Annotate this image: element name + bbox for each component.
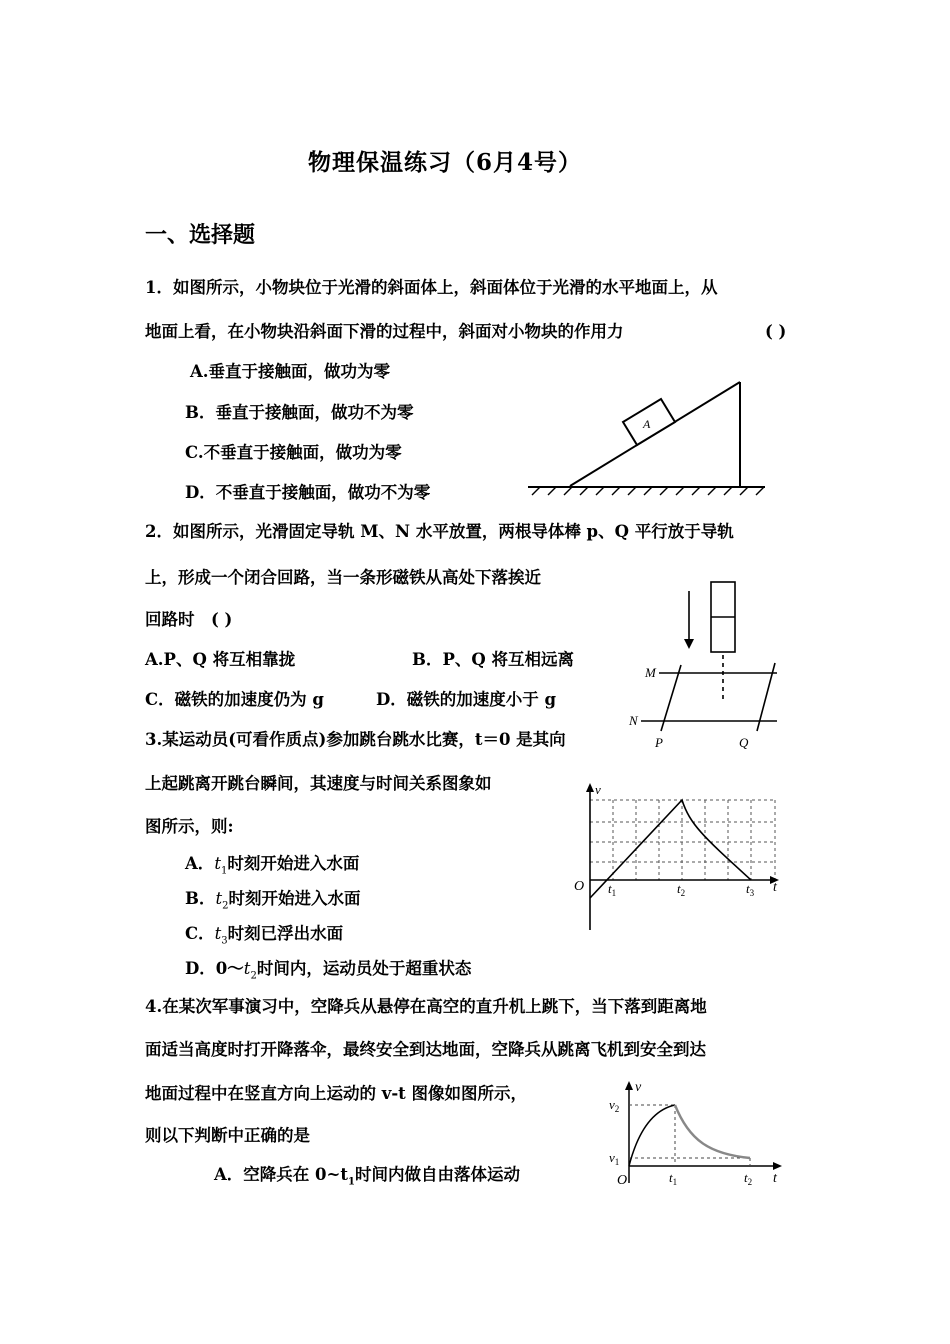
option-letter: B． bbox=[185, 889, 216, 908]
q2-rail-magnet-figure bbox=[625, 575, 795, 755]
q1-answer-bracket: ( ) bbox=[765, 322, 787, 341]
q2-line3: 回路时 ( ) bbox=[145, 610, 233, 629]
rail-label-m: M bbox=[645, 665, 656, 680]
option-text: 时刻已浮出水面 bbox=[227, 924, 344, 943]
time-subscript: 1 bbox=[220, 865, 228, 877]
q3-line3: 图所示，则: bbox=[145, 817, 234, 836]
q3-option-b bbox=[185, 888, 360, 917]
velocity-decay-curve bbox=[675, 1105, 750, 1158]
tick-t2: $t_2$ bbox=[744, 1170, 753, 1187]
option-letter: D．0～ bbox=[185, 959, 244, 978]
time-subscript: 2 bbox=[250, 970, 257, 982]
q4-line2: 面适当高度时打开降落伞，最终安全到达地面，空降兵从跳离飞机到安全到达 bbox=[145, 1040, 706, 1059]
q3-vt-graph bbox=[570, 780, 790, 935]
q2-line2: 上，形成一个闭合回路，当一条形磁铁从高处下落挨近 bbox=[145, 568, 541, 587]
q1-option-d: D．不垂直于接触面，做功不为零 bbox=[185, 483, 431, 502]
q3-option-c bbox=[185, 923, 343, 952]
q2-option-a: A.P、Q 将互相靠拢 bbox=[145, 650, 296, 669]
q4-option-a bbox=[214, 1164, 520, 1193]
time-symbol: t bbox=[214, 924, 222, 943]
q1-option-a: A.垂直于接触面，做功为零 bbox=[190, 362, 391, 381]
axis-label-t: t bbox=[773, 1171, 777, 1186]
option-text-end: 时间内做自由落体运动 bbox=[354, 1165, 520, 1184]
option-text: 时刻开始进入水面 bbox=[228, 889, 361, 908]
axis-label-v: v bbox=[635, 1080, 642, 1095]
q4-line1: 4.在某次军事演习中，空降兵从悬停在高空的直升机上跳下，当下落到距离地 bbox=[145, 997, 707, 1016]
tick-t3: $t_3$ bbox=[746, 881, 755, 898]
block-label: A bbox=[643, 417, 651, 431]
option-letter: C． bbox=[185, 924, 215, 943]
q2-option-d: D．磁铁的加速度小于 g bbox=[376, 690, 557, 709]
q2-line1: 2．如图所示，光滑固定导轨 M、N 水平放置，两根导体棒 p、Q 平行放于导轨 bbox=[145, 522, 734, 541]
q3-line2: 上起跳离开跳台瞬间，其速度与时间关系图象如 bbox=[145, 774, 492, 793]
q4-line3: 地面过程中在竖直方向上运动的 v-t 图像如图所示， bbox=[145, 1084, 528, 1103]
tick-t1: $t_1$ bbox=[669, 1170, 678, 1187]
q3-option-d bbox=[185, 958, 471, 987]
q2-option-c: C．磁铁的加速度仍为 g bbox=[145, 690, 324, 709]
section-heading: 一、选择题 bbox=[145, 222, 256, 248]
page-title: 物理保温练习（6月4号） bbox=[308, 149, 583, 176]
q1-line2: 地面上看，在小物块沿斜面下滑的过程中，斜面对小物块的作用力 bbox=[145, 322, 624, 341]
q1-line1: 1．如图所示，小物块位于光滑的斜面体上，斜面体位于光滑的水平地面上，从 bbox=[145, 278, 718, 297]
option-letter: A． bbox=[185, 854, 215, 873]
tick-v2: $v_2$ bbox=[609, 1097, 620, 1114]
rod-label-q: Q bbox=[739, 735, 749, 750]
axis-label-v: v bbox=[595, 782, 601, 797]
q2-option-b: B．P、Q 将互相远离 bbox=[412, 650, 574, 669]
origin-label: O bbox=[617, 1173, 628, 1188]
q3-line1: 3.某运动员(可看作质点)参加跳台跳水比赛，t＝0 是其向 bbox=[145, 730, 566, 749]
tick-t1: $t_1$ bbox=[608, 881, 617, 898]
time-subscript: 2 bbox=[222, 900, 229, 912]
q1-option-c: C.不垂直于接触面，做功为零 bbox=[185, 443, 402, 462]
q4-line4: 则以下判断中正确的是 bbox=[145, 1126, 310, 1145]
time-symbol: t bbox=[215, 889, 223, 908]
option-text-start: A．空降兵在 0~t bbox=[214, 1165, 348, 1184]
option-text: 时刻开始进入水面 bbox=[227, 854, 360, 873]
rod-label-p: P bbox=[655, 735, 663, 750]
tick-t2: $t_2$ bbox=[677, 881, 686, 898]
time-subscript: 3 bbox=[221, 935, 228, 947]
q3-option-a bbox=[185, 853, 359, 882]
axis-label-t: t bbox=[773, 880, 777, 895]
q4-vt-graph bbox=[605, 1078, 790, 1193]
origin-label: O bbox=[574, 879, 585, 894]
velocity-curve bbox=[590, 800, 751, 898]
tick-v1: $v_1$ bbox=[609, 1150, 620, 1167]
time-symbol: t bbox=[243, 959, 251, 978]
time-subscript: 1 bbox=[347, 1176, 355, 1188]
q1-incline-figure bbox=[520, 372, 770, 502]
q1-option-b: B．垂直于接触面，做功不为零 bbox=[185, 403, 414, 422]
velocity-curve bbox=[629, 1105, 675, 1166]
time-symbol: t bbox=[214, 854, 221, 873]
rail-label-n: N bbox=[629, 713, 638, 728]
option-text: 时间内，运动员处于超重状态 bbox=[256, 959, 472, 978]
